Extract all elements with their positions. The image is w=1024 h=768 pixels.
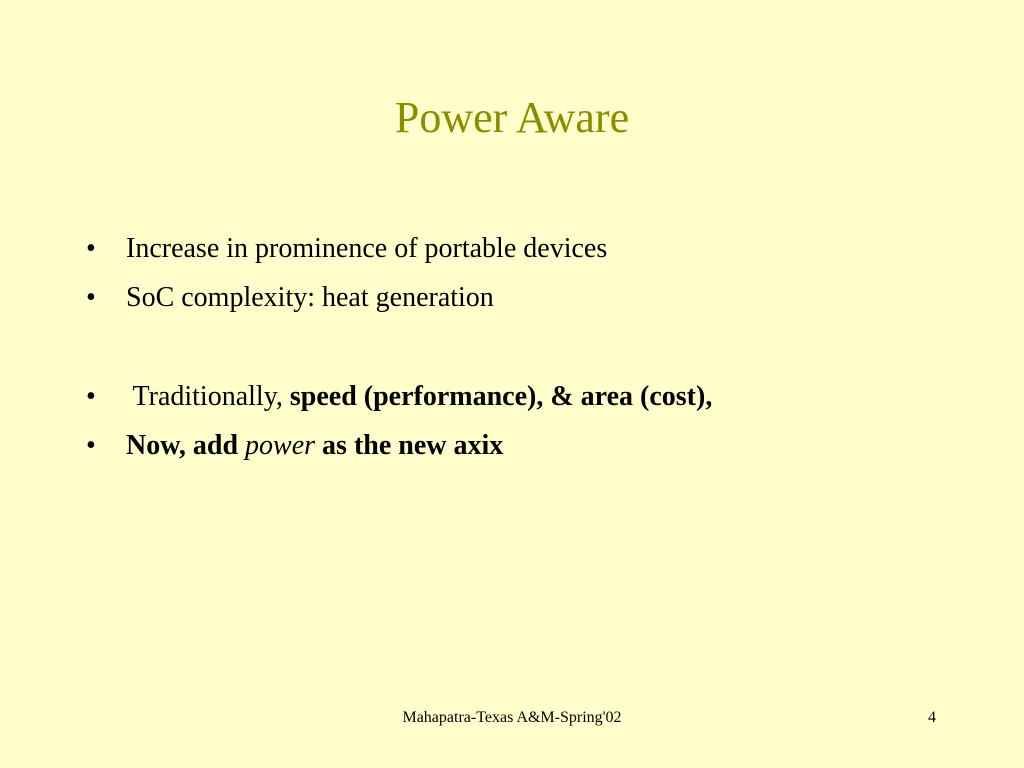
bullet-item bbox=[86, 281, 494, 315]
bullet-text-italic: power bbox=[245, 430, 316, 461]
bullet-text-bold: as the new axix bbox=[315, 430, 504, 461]
bullet-marker: • bbox=[86, 233, 96, 264]
slide-title: Power Aware bbox=[394, 93, 630, 142]
bullet-text-bold: speed (performance), & area (cost), bbox=[289, 381, 713, 412]
bullet-text: Increase in prominence of portable devices bbox=[126, 233, 608, 264]
bullet-text-lead: Traditionally, bbox=[126, 381, 290, 412]
bullet-item bbox=[86, 429, 503, 463]
bullet-item bbox=[86, 232, 607, 266]
bullet-item bbox=[86, 380, 712, 414]
bullet-text-bold: Now, add bbox=[126, 430, 246, 461]
slide-number: 4 bbox=[928, 709, 936, 726]
bullet-text: SoC complexity: heat generation bbox=[126, 282, 494, 313]
bullet-marker: • bbox=[86, 430, 96, 461]
slide-footer: Mahapatra-Texas A&M-Spring'02 bbox=[402, 709, 622, 726]
bullet-marker: • bbox=[86, 381, 96, 412]
bullet-marker: • bbox=[86, 282, 96, 313]
